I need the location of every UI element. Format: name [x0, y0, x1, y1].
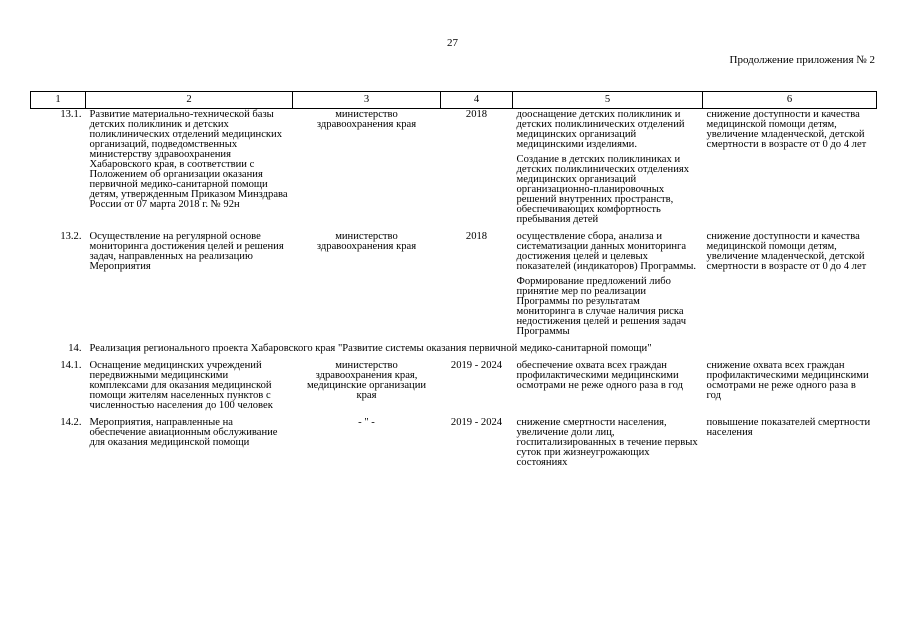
implementation-period: 2019 - 2024: [450, 360, 503, 371]
result-paragraph: дооснащение детских поликлиник и детских поликлинических отделений медицинских организаций медицинскими изделиями.: [516, 109, 685, 150]
column-header: 1: [31, 92, 86, 109]
result-paragraph: Создание в детских поликлиниках и детских поликлинических отделениях медицинских организаций организационно-планировочных решений внутренних пространств, обеспечивающих комфортность пребывания детей: [516, 154, 690, 225]
consequence-text: снижение доступности и качества медицинской помощи детям, увеличение младенческой, детской смертности в возрасте от 0 до 4 лет: [706, 231, 867, 272]
implementation-period: 2019 - 2024: [450, 417, 503, 428]
table-row: [31, 360, 877, 417]
activity-name: Развитие материально-технической базы детских поликлиник и детских поликлинических отделений медицинских организаций, подведомственных министерству здравоохранения Хабаровского края, в соответствии с Положением об организации оказания первичной медико-санитарной помощи детям, утвержденным Приказом Минздрава России от 07 марта 2018 г. № 92н: [89, 109, 288, 210]
responsible-executor: министерство здравоохранения края: [316, 109, 417, 130]
row-number: 13.1.: [60, 109, 82, 120]
column-header: 5: [513, 92, 703, 109]
consequence-text: снижение охвата всех граждан профилактическими медицинскими осмотрами не реже одного раза в год: [706, 360, 869, 401]
result-paragraph: осуществление сбора, анализа и систематизации данных мониторинга достижения целей и целевых показателей (индикаторов) Программы.: [516, 231, 697, 272]
result-paragraph: снижение смертности населения, увеличение доли лиц, госпитализированных в течение первых суток при жизнеугрожающих состояниях: [516, 417, 698, 468]
column-header: 3: [293, 92, 441, 109]
column-header: 6: [703, 92, 877, 109]
responsible-executor: - " -: [358, 417, 375, 428]
appendix-continuation-label: Продолжение приложения № 2: [729, 54, 875, 66]
activities-table: [30, 91, 877, 474]
activity-name: Мероприятия, направленные на обеспечение авиационным обслуживание для оказания медицинской помощи: [89, 417, 278, 448]
result-paragraph: Формирование предложений либо принятие мер по реализации Программы по результатам мониторинга в случае наличия риска недостижения целей и решения задач Программы: [516, 276, 687, 337]
row-number: 14.: [68, 343, 82, 354]
responsible-executor: министерство здравоохранения края, медицинские организации края: [306, 360, 427, 401]
column-number-row: [31, 92, 877, 109]
expected-result: [513, 231, 703, 343]
row-number: 14.2.: [60, 417, 82, 428]
consequence-text: снижение доступности и качества медицинской помощи детям, увеличение младенческой, детской смертности в возрасте от 0 до 4 лет: [706, 109, 867, 150]
expected-result: [513, 109, 703, 232]
section-row: [31, 343, 877, 360]
activity-name: Оснащение медицинских учреждений передвижными медицинскими комплексами для оказания медицинской помощи жителям населенных пунктов с численностью населения до 100 человек: [89, 360, 273, 411]
section-title: Реализация регионального проекта Хабаровского края "Развитие системы оказания первичной медико-санитарной помощи": [89, 343, 652, 354]
expected-result: [513, 417, 703, 474]
implementation-period: 2018: [465, 109, 488, 120]
responsible-executor: министерство здравоохранения края: [316, 231, 417, 252]
result-paragraph: обеспечение охвата всех граждан профилактическими медицинскими осмотрами не реже одного раза в год: [516, 360, 683, 391]
column-header: 2: [86, 92, 293, 109]
consequence-text: повышение показателей смертности населения: [706, 417, 871, 438]
page-number: 27: [447, 37, 458, 49]
table-row: [31, 109, 877, 232]
table-row: [31, 231, 877, 343]
implementation-period: 2018: [465, 231, 488, 242]
column-header: 4: [441, 92, 513, 109]
row-number: 13.2.: [60, 231, 82, 242]
table-row: [31, 417, 877, 474]
activity-name: Осуществление на регулярной основе мониторинга достижения целей и решения задач, направленных на реализацию Мероприятия: [89, 231, 284, 272]
expected-result: [513, 360, 703, 417]
row-number: 14.1.: [60, 360, 82, 371]
